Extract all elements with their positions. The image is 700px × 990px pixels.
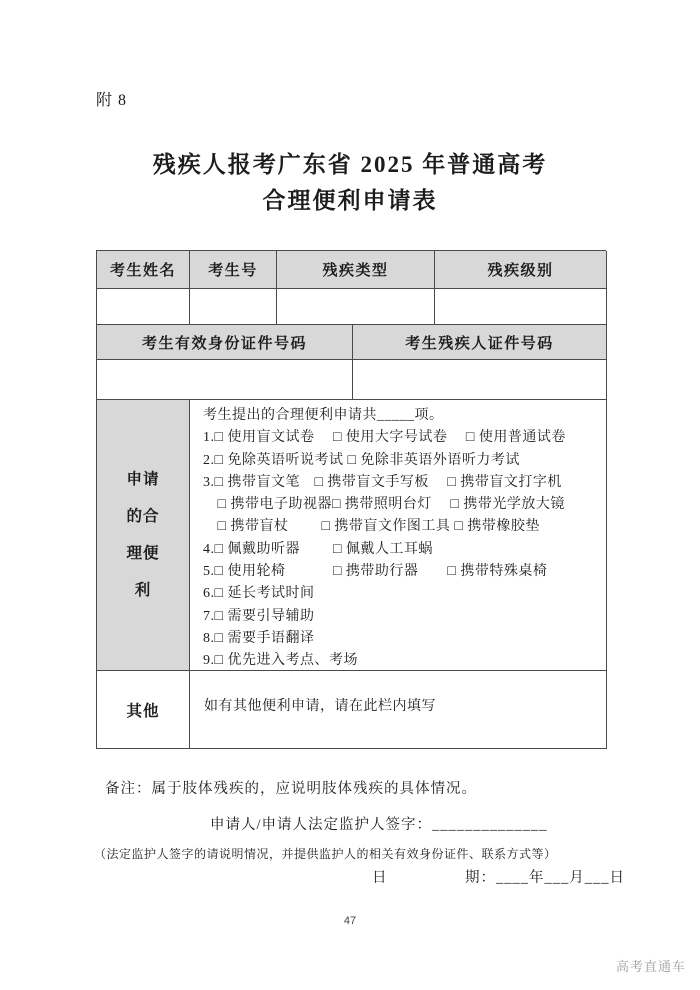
header-row-1 bbox=[97, 251, 606, 289]
benefit-option-line: 3.□ 携带盲文笔 □ 携带盲文手写板 □ 携带盲文打字机 bbox=[203, 474, 562, 490]
benefit-option-line: □ 携带盲杖 □ 携带盲文作图工具 □ 携带橡胶垫 bbox=[203, 519, 540, 535]
guardian-signature-note: （法定监护人签字的请说明情况，并提供监护人的相关有效身份证件、联系方式等） bbox=[94, 847, 557, 861]
benefits-label-line: 理便 bbox=[126, 545, 160, 562]
form-title-line2: 合理便利申请表 bbox=[262, 188, 438, 213]
input-disability-level bbox=[435, 289, 607, 325]
input-candidate-number bbox=[190, 289, 277, 325]
page-number: 47 bbox=[343, 915, 357, 927]
input-row-2 bbox=[97, 360, 606, 400]
other-row-label: 其他 bbox=[97, 671, 190, 749]
input-id-number bbox=[97, 360, 353, 400]
benefits-intro: 考生提出的合理便利申请共_____项。 bbox=[203, 408, 444, 423]
benefit-option-line: 8.□ 需要手语翻译 bbox=[203, 630, 315, 646]
input-candidate-name bbox=[97, 289, 190, 325]
benefit-option-line: 6.□ 延长考试时间 bbox=[203, 586, 315, 602]
benefits-content bbox=[190, 400, 607, 671]
benefit-option-line: 9.□ 优先进入考点、考场 bbox=[203, 653, 358, 669]
input-row-1 bbox=[97, 289, 606, 325]
remark-note: 备注：属于肢体残疾的，应说明肢体残疾的具体情况。 bbox=[105, 781, 477, 797]
input-disability-cert-number bbox=[353, 360, 607, 400]
header-disability-level: 残疾级别 bbox=[435, 251, 607, 289]
other-row bbox=[97, 671, 606, 749]
header-disability-cert-number: 考生残疾人证件号码 bbox=[353, 325, 607, 360]
benefit-option-line: 2.□ 免除英语听说考试 □ 免除非英语外语听力考试 bbox=[203, 452, 520, 468]
benefit-option-line: 7.□ 需要引导辅助 bbox=[203, 608, 315, 624]
input-disability-type bbox=[277, 289, 435, 325]
attachment-label: 附 8 bbox=[96, 92, 128, 109]
header-candidate-number: 考生号 bbox=[190, 251, 277, 289]
benefits-row bbox=[97, 400, 606, 671]
header-disability-type: 残疾类型 bbox=[277, 251, 435, 289]
form-title-line1: 残疾人报考广东省 2025 年普通高考 bbox=[152, 152, 548, 177]
benefits-label-line: 申请 bbox=[126, 471, 160, 488]
watermark-label: 高考直通车 bbox=[615, 959, 686, 974]
benefits-label-line: 的合 bbox=[126, 508, 160, 525]
form-title bbox=[0, 147, 700, 219]
benefits-row-label bbox=[97, 400, 190, 671]
signature-line: 申请人/申请人法定监护人签字：______________ bbox=[210, 817, 548, 833]
benefit-option-line: 1.□ 使用盲文试卷 □ 使用大字号试卷 □ 使用普通试卷 bbox=[203, 430, 566, 446]
benefit-option-line: □ 携带电子助视器□ 携带照明台灯 □ 携带光学放大镜 bbox=[203, 497, 565, 513]
header-id-number: 考生有效身份证件号码 bbox=[97, 325, 353, 360]
header-candidate-name: 考生姓名 bbox=[97, 251, 190, 289]
other-content: 如有其他便利申请，请在此栏内填写 bbox=[190, 671, 607, 749]
benefit-option-line: 4.□ 佩戴助听器 □ 佩戴人工耳蜗 bbox=[203, 541, 433, 557]
header-row-2 bbox=[97, 325, 606, 360]
date-line: 日 期：____年___月___日 bbox=[372, 870, 625, 886]
benefits-label-line: 利 bbox=[134, 582, 152, 599]
application-form-table bbox=[96, 250, 606, 749]
benefit-option-line: 5.□ 使用轮椅 □ 携带助行器 □ 携带特殊桌椅 bbox=[203, 564, 548, 580]
